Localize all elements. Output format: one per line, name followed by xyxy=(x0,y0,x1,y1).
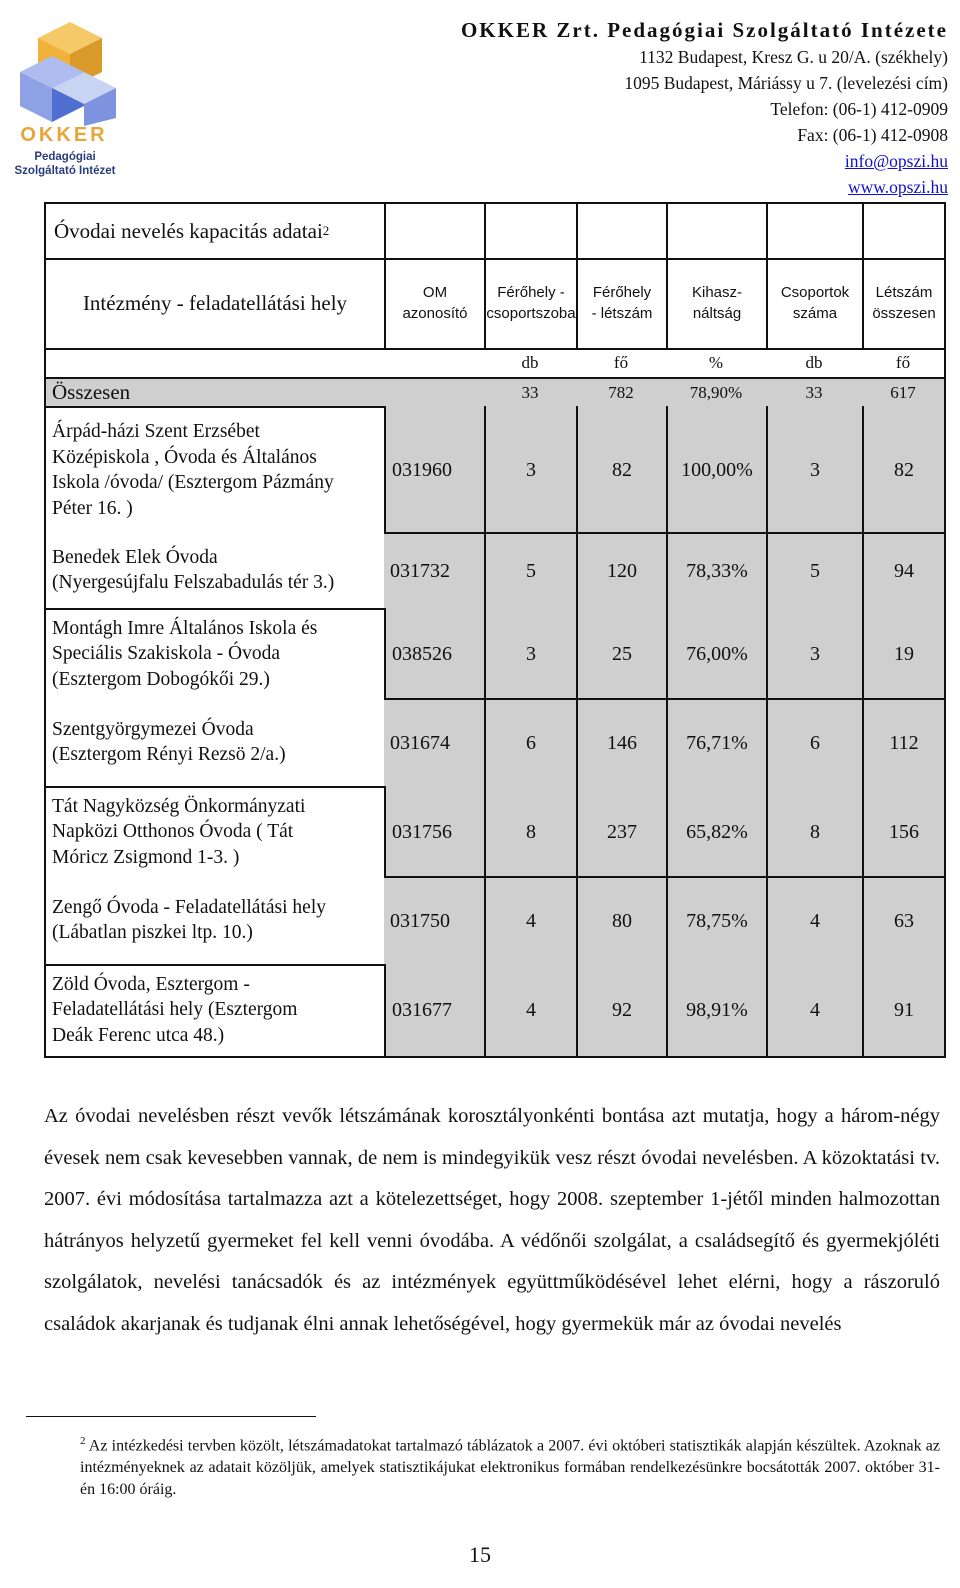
name-line: Móricz Zsigmond 1-3. ) xyxy=(52,846,240,868)
name-line: Benedek Elek Óvoda xyxy=(52,546,218,568)
org-name: OKKER Zrt. Pedagógiai Szolgáltató Intézete xyxy=(460,18,948,42)
table-row-name xyxy=(44,608,384,700)
org-address-2: 1095 Budapest, Máriássy u 7. (levelezési cím) xyxy=(624,73,948,93)
name-line: Zöld Óvoda, Esztergom - xyxy=(52,973,250,995)
header-institution: Intézmény - feladatellátási hely xyxy=(44,258,384,350)
unit-fo: fő xyxy=(613,353,629,372)
table-cell: 82 xyxy=(862,406,946,534)
table-cell-om: 031674 xyxy=(384,698,484,788)
name-line: Péter 16. ) xyxy=(52,497,133,519)
table-cell-om: 031750 xyxy=(384,876,484,966)
logo-sub-line2: Szolgáltató Intézet xyxy=(14,165,116,177)
name-line: Középiskola , Óvoda és Általános xyxy=(52,446,317,468)
table-cell: 76,00% xyxy=(666,608,766,700)
header-text: Kihasz- xyxy=(691,284,743,301)
footnote-divider xyxy=(26,1416,316,1417)
name-line: Speciális Szakiskola - Óvoda xyxy=(52,643,280,665)
unit-db: db xyxy=(521,353,539,372)
table-cell-om: 031756 xyxy=(384,786,484,878)
org-email-link[interactable]: info@opszi.hu xyxy=(844,151,948,171)
table-cell-om: 031677 xyxy=(384,964,484,1058)
table-cell: 3 xyxy=(766,608,862,700)
table-cell-om: 031960 xyxy=(384,406,484,534)
caption-empty-cell xyxy=(862,202,946,260)
org-fax: Fax: (06-1) 412-0908 xyxy=(797,125,948,145)
caption-empty-cell xyxy=(766,202,862,260)
body-paragraph: Az óvodai nevelésben részt vevők létszámának korosztályonkénti bontása azt mutatja, hogy a három-négy évesek nem csak kevesebben vannak, de nem is mindegyikük vesz részt óvodai nevelésben. A közoktatási tv. 2007. évi módosítása tartalmazza azt a kötelezettséget, hogy 2008. szeptember 1-jétől minden halmozottan hátrányos helyzetű gyermeket fel kell venni óvodába. A védőnői szolgálat, a családsegítő és gyermekjóléti szolgálatok, nevelési tanácsadók és az intézmények együttműködésével lehet elérni, hogy a rászoruló családok akarjanak és tudjanak élni annak lehetőségével, hogy gyermekük már az óvodai nevelés xyxy=(44,1105,940,1335)
table-cell: 8 xyxy=(484,786,576,878)
table-cell: 100,00% xyxy=(666,406,766,534)
total-value: 33 xyxy=(484,377,576,408)
table-cell-om: 031732 xyxy=(384,532,484,610)
cube-logo-icon xyxy=(8,8,126,128)
header-text: náltság xyxy=(692,305,742,322)
total-value: 617 xyxy=(862,377,946,408)
name-line: Zengő Óvoda - Feladatellátási hely xyxy=(52,896,326,918)
caption-empty-cell xyxy=(576,202,666,260)
table-cell: 4 xyxy=(766,964,862,1058)
table-caption xyxy=(44,202,384,260)
table-cell: 3 xyxy=(484,608,576,700)
table-cell: 5 xyxy=(766,532,862,610)
units-empty xyxy=(384,348,484,378)
header-text: csoportszoba xyxy=(486,305,576,322)
unit-fo: fő xyxy=(862,348,946,378)
table-caption-text: Óvodai nevelés kapacitás adatai xyxy=(54,218,323,243)
table-cell: 82 xyxy=(576,406,666,534)
name-line: Árpád-házi Szent Erzsébet xyxy=(52,421,260,442)
name-line: Feladatellátási hely (Esztergom xyxy=(52,999,298,1021)
name-line: Napközi Otthonos Óvoda ( Tát xyxy=(52,821,294,843)
table-cell: 78,75% xyxy=(666,876,766,966)
table-cell: 98,91% xyxy=(666,964,766,1058)
total-value: 78,90% xyxy=(666,377,766,408)
table-cell: 25 xyxy=(576,608,666,700)
footnote-mark: 2 xyxy=(80,1435,86,1447)
table-cell: 91 xyxy=(862,964,946,1058)
page-number: 15 xyxy=(469,1542,491,1567)
table-cell: 112 xyxy=(862,698,946,788)
footnote-text: Az intézkedési tervben közölt, létszámadatokat tartalmazó táblázatok a 2007. évi októberi statisztikák alapján készültek. Azoknak az intézményeknek az adatait közöljük, amelyek statisztikájukat elektronikus formában rendelkezésünkre bocsátották 2007. október 31-én 16:00 óráig. xyxy=(80,1437,940,1499)
capacity-table xyxy=(44,202,946,1058)
table-cell: 65,82% xyxy=(666,786,766,878)
unit-db: db xyxy=(805,353,823,372)
table-row-name xyxy=(44,964,384,1058)
table-row-name xyxy=(44,698,384,788)
caption-empty-cell xyxy=(666,202,766,260)
total-label: Összesen xyxy=(44,377,384,408)
header-text: összesen xyxy=(872,305,936,322)
name-line: Tát Nagyközség Önkormányzati xyxy=(52,795,306,817)
header-text: Csoportok xyxy=(780,284,850,301)
table-cell: 5 xyxy=(484,532,576,610)
header-text: Férőhely - xyxy=(497,284,565,301)
name-line: (Lábatlan piszkei ltp. 10.) xyxy=(52,922,253,943)
table-row-name xyxy=(44,532,384,610)
header-text: Létszám xyxy=(875,284,933,301)
total-value: 33 xyxy=(766,377,862,408)
table-cell: 4 xyxy=(484,964,576,1058)
table-cell: 3 xyxy=(484,406,576,534)
header-text: Férőhely xyxy=(592,284,652,301)
table-cell-om: 038526 xyxy=(384,608,484,700)
table-cell: 6 xyxy=(484,698,576,788)
name-line: Iskola /óvoda/ (Esztergom Pázmány xyxy=(52,472,334,493)
table-cell: 19 xyxy=(862,608,946,700)
table-cell: 94 xyxy=(862,532,946,610)
table-cell: 76,71% xyxy=(666,698,766,788)
table-cell: 80 xyxy=(576,876,666,966)
name-line: Szentgyörgymezei Óvoda xyxy=(52,718,254,740)
unit-percent: % xyxy=(708,353,724,372)
table-cell: 92 xyxy=(576,964,666,1058)
total-empty xyxy=(384,377,484,408)
table-row-name xyxy=(44,786,384,878)
table-cell: 63 xyxy=(862,876,946,966)
header-letszam xyxy=(862,258,946,350)
footnote xyxy=(80,1430,940,1501)
header-text: - létszám xyxy=(591,305,653,322)
table-cell: 4 xyxy=(484,876,576,966)
logo-subtitle xyxy=(6,150,124,178)
org-phone: Telefon: (06-1) 412-0909 xyxy=(770,99,948,119)
header-kihasznaltsag xyxy=(666,258,766,350)
org-web-link[interactable]: www.opszi.hu xyxy=(848,177,948,197)
header-om xyxy=(384,258,484,350)
caption-empty-cell xyxy=(384,202,484,260)
table-cell: 237 xyxy=(576,786,666,878)
table-cell: 120 xyxy=(576,532,666,610)
org-header xyxy=(348,16,948,200)
logo-sub-line1: Pedagógiai xyxy=(34,151,96,163)
org-address-1: 1132 Budapest, Kresz G. u 20/A. (székhely) xyxy=(639,47,948,67)
table-cell: 78,33% xyxy=(666,532,766,610)
name-line: Deák Ferenc utca 48.) xyxy=(52,1024,225,1046)
total-value: 782 xyxy=(576,377,666,408)
table-row-name xyxy=(44,406,384,534)
header-ferohely-csoport xyxy=(484,258,576,350)
header-text: OM xyxy=(422,284,448,301)
header-text: száma xyxy=(792,305,838,322)
name-line: (Esztergom Rényi Rezsö 2/a.) xyxy=(52,744,286,765)
header-text: azonosító xyxy=(402,305,468,322)
table-cell: 8 xyxy=(766,786,862,878)
table-row-name xyxy=(44,876,384,966)
table-cell: 156 xyxy=(862,786,946,878)
name-line: (Esztergom Dobogókői 29.) xyxy=(52,668,270,690)
table-cell: 4 xyxy=(766,876,862,966)
name-line: Montágh Imre Általános Iskola és xyxy=(52,617,318,639)
table-cell: 3 xyxy=(766,406,862,534)
logo-word: OKKER xyxy=(20,124,108,146)
caption-empty-cell xyxy=(484,202,576,260)
name-line: (Nyergesújfalu Felszabadulás tér 3.) xyxy=(52,572,335,593)
header-csoportok xyxy=(766,258,862,350)
units-empty xyxy=(44,348,384,378)
table-cell: 146 xyxy=(576,698,666,788)
footnote-ref: 2 xyxy=(322,223,330,238)
header-ferohely-letszam xyxy=(576,258,666,350)
table-cell: 6 xyxy=(766,698,862,788)
